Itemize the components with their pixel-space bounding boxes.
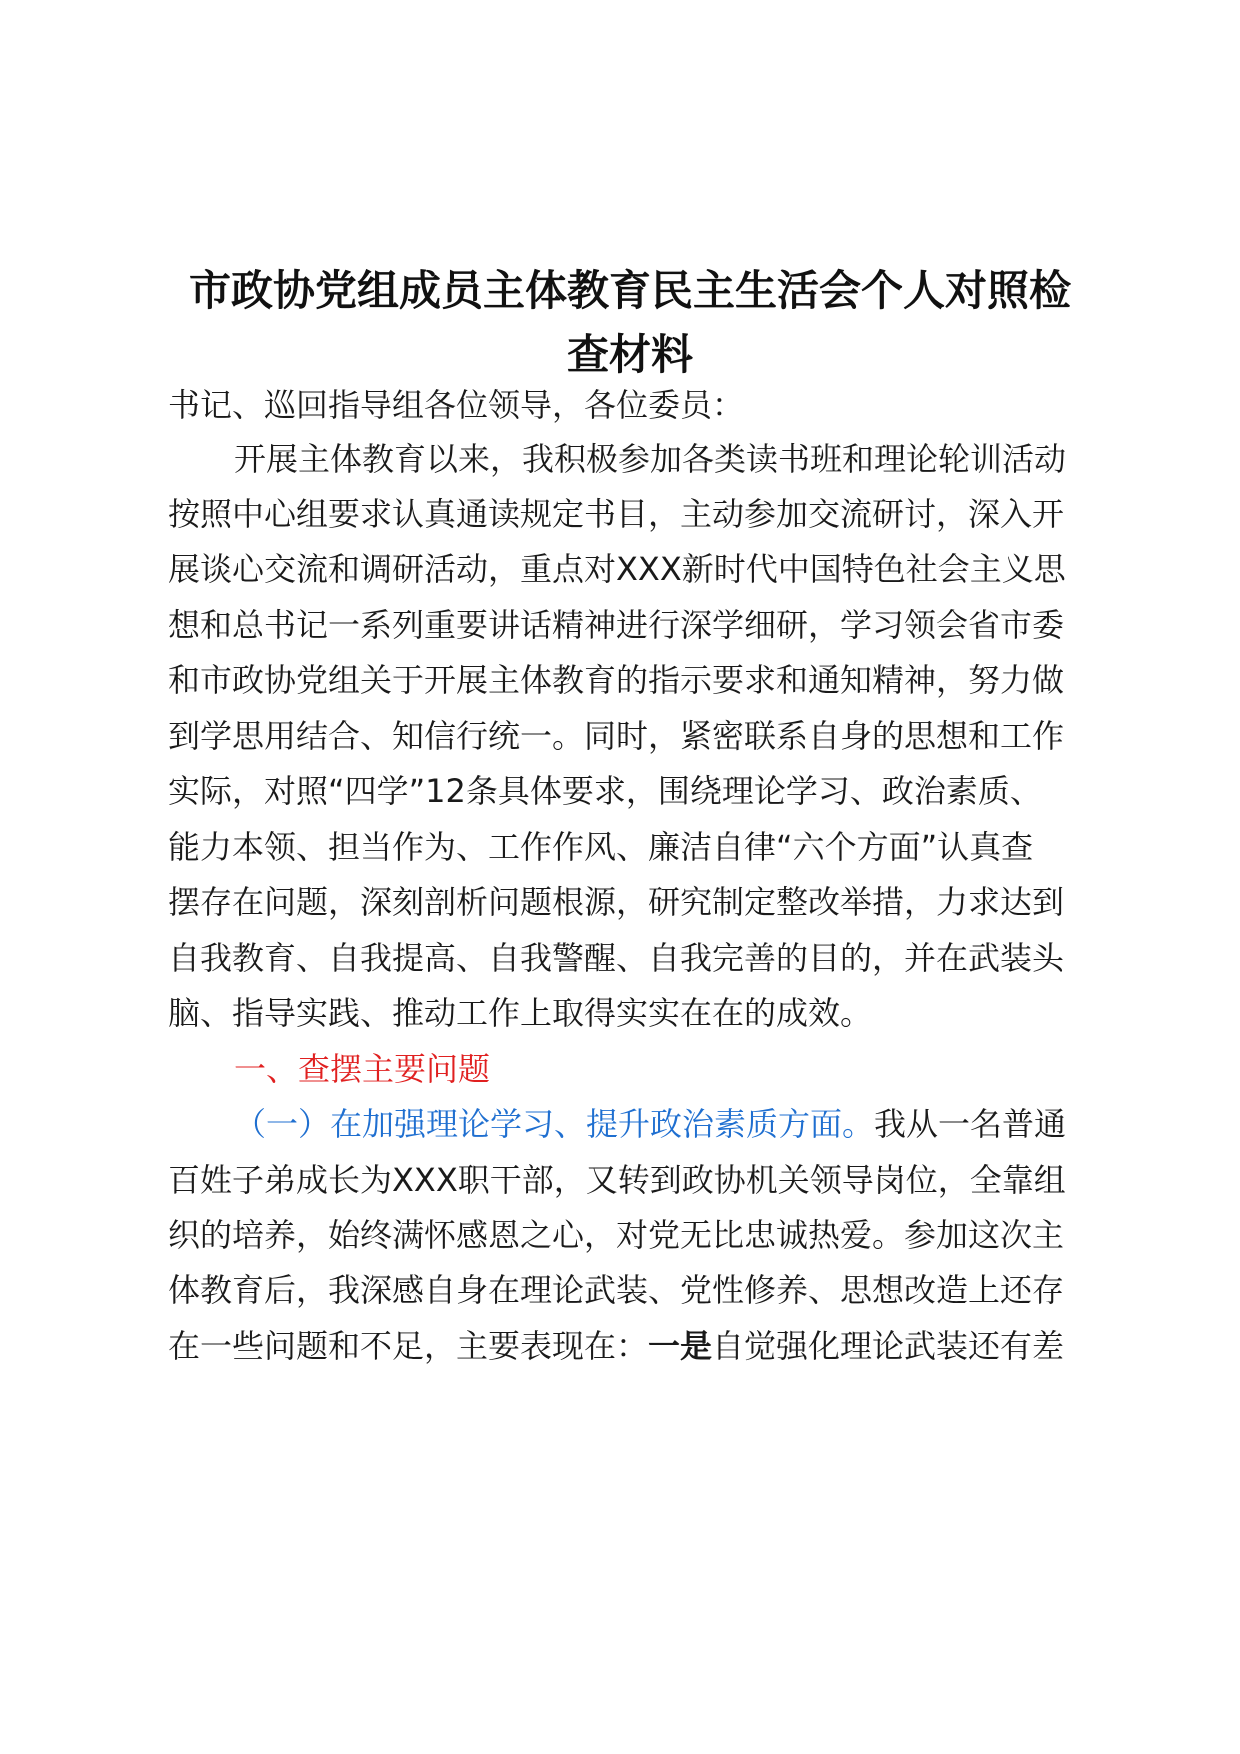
subsection-line: 百姓子弟成长为XXX职干部，又转到政协机关领导岗位，全靠组 — [168, 1161, 1066, 1199]
emphasis-marker: 一是 — [648, 1327, 713, 1365]
document-title-line-2: 查材料 — [566, 330, 693, 379]
intro-line: 到学思用结合、知信行统一。同时，紧密联系自身的思想和工作 — [168, 717, 1065, 755]
intro-line: 摆存在问题，深刻剖析问题根源，研究制定整改举措，力求达到 — [168, 883, 1065, 921]
last-line-suffix: 自觉强化理论武装还有差 — [712, 1327, 1065, 1365]
subsection-line: 织的培养，始终满怀感恩之心，对党无比忠诚热爱。参加这次主 — [168, 1216, 1065, 1254]
intro-line: 和市政协党组关于开展主体教育的指示要求和通知精神，努力做 — [168, 661, 1065, 699]
subsection-last-line — [168, 1326, 1118, 1366]
intro-line: 按照中心组要求认真通读规定书目，主动参加交流研讨，深入开 — [168, 495, 1065, 533]
intro-line: 想和总书记一系列重要讲话精神进行深学细研，学习领会省市委 — [168, 606, 1065, 644]
last-line-prefix: 在一些问题和不足，主要表现在： — [168, 1327, 649, 1365]
subsection-heading: （一）在加强理论学习、提升政治素质方面。 — [234, 1105, 875, 1143]
intro-line: 脑、指导实践、推动工作上取得实实在在的成效。 — [168, 994, 873, 1032]
intro-line: 开展主体教育以来，我积极参加各类读书班和理论轮训活动 — [234, 440, 1067, 478]
intro-line: 实际，对照“四学”12条具体要求，围绕理论学习、政治素质、 — [168, 772, 1042, 810]
subsection-text: 我从一名普通 — [874, 1105, 1067, 1143]
subsection-line: 体教育后，我深感自身在理论武装、党性修养、思想改造上还存 — [168, 1271, 1065, 1309]
section-heading: 一、查摆主要问题 — [234, 1050, 491, 1088]
salutation: 书记、巡回指导组各位领导，各位委员： — [168, 386, 745, 424]
subsection-first-line — [234, 1104, 1124, 1144]
intro-line: 能力本领、担当作为、工作作风、廉洁自律“六个方面”认真查 — [168, 828, 1034, 866]
document-title-line-1: 市政协党组成员主体教育民主生活会个人对照检 — [188, 266, 1071, 315]
intro-line: 自我教育、自我提高、自我警醒、自我完善的目的，并在武装头 — [168, 939, 1065, 977]
intro-line: 展谈心交流和调研活动，重点对XXX新时代中国特色社会主义思 — [168, 550, 1066, 588]
